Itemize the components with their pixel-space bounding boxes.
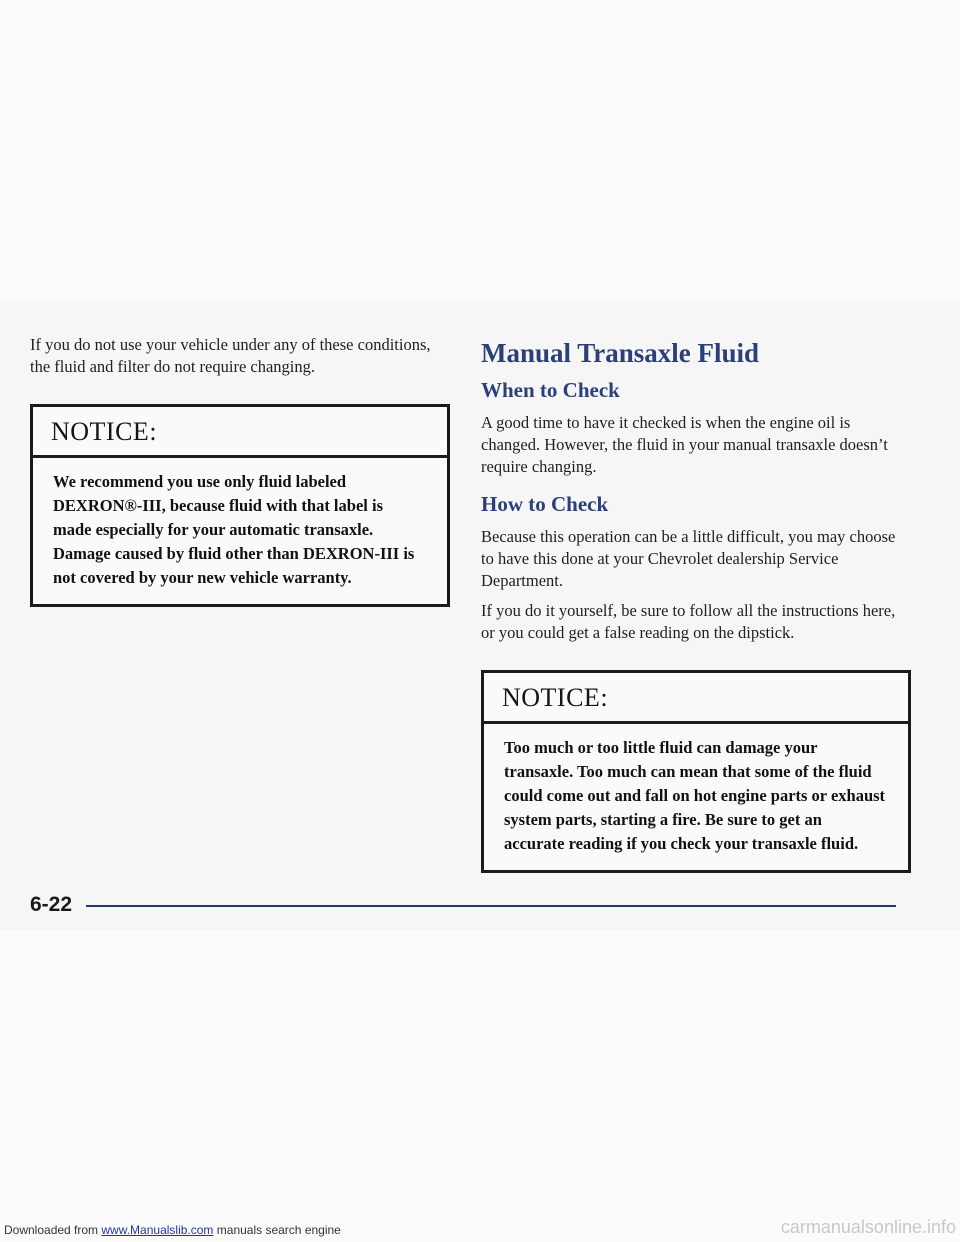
how-to-check-text-2: If you do it yourself, be sure to follow all the instructions here, or you could get a false reading on the dipstick. <box>481 601 896 642</box>
notice-box-left <box>30 404 450 607</box>
left-column <box>30 334 450 607</box>
section-title: Manual Transaxle Fluid <box>481 338 760 368</box>
bottom-margin <box>0 930 960 1242</box>
notice-title: NOTICE: <box>33 407 447 458</box>
when-to-check-text: A good time to have it checked is when the engine oil is changed. However, the fluid in your manual transaxle doesn’t require changing. <box>481 413 888 476</box>
manualslib-link[interactable]: www.Manualslib.com <box>101 1223 214 1237</box>
notice-title: NOTICE: <box>484 673 908 724</box>
download-prefix: Downloaded from <box>4 1223 102 1237</box>
notice-box-right <box>481 670 911 873</box>
notice-body: Too much or too little fluid can damage your transaxle. Too much can mean that some of the fluid could come out and fall on hot engine parts or exhaust system parts, starting a fire. Be sure to get an accurate reading if you check your transaxle fluid. <box>504 738 886 853</box>
how-to-check-heading: How to Check <box>481 492 609 516</box>
page-number: 6-22 <box>30 893 73 916</box>
footer-rule <box>86 905 896 907</box>
when-to-check-heading: When to Check <box>481 378 620 402</box>
right-column <box>481 334 911 873</box>
watermark: carmanualsonline.info <box>780 1217 956 1237</box>
how-to-check-text-1: Because this operation can be a little difficult, you may choose to have this done at your Chevrolet dealership Service Department. <box>481 527 896 590</box>
top-margin <box>0 0 960 300</box>
notice-body: We recommend you use only fluid labeled DEXRON®-III, because fluid with that label is made especially for your automatic transaxle. Damage caused by fluid other than DEXRON-III is not covered by your new vehicle warranty. <box>53 472 415 587</box>
download-suffix: manuals search engine <box>213 1223 341 1237</box>
download-footer <box>4 1223 341 1237</box>
intro-paragraph: If you do not use your vehicle under any of these conditions, the fluid and filter do not require changing. <box>30 335 431 376</box>
